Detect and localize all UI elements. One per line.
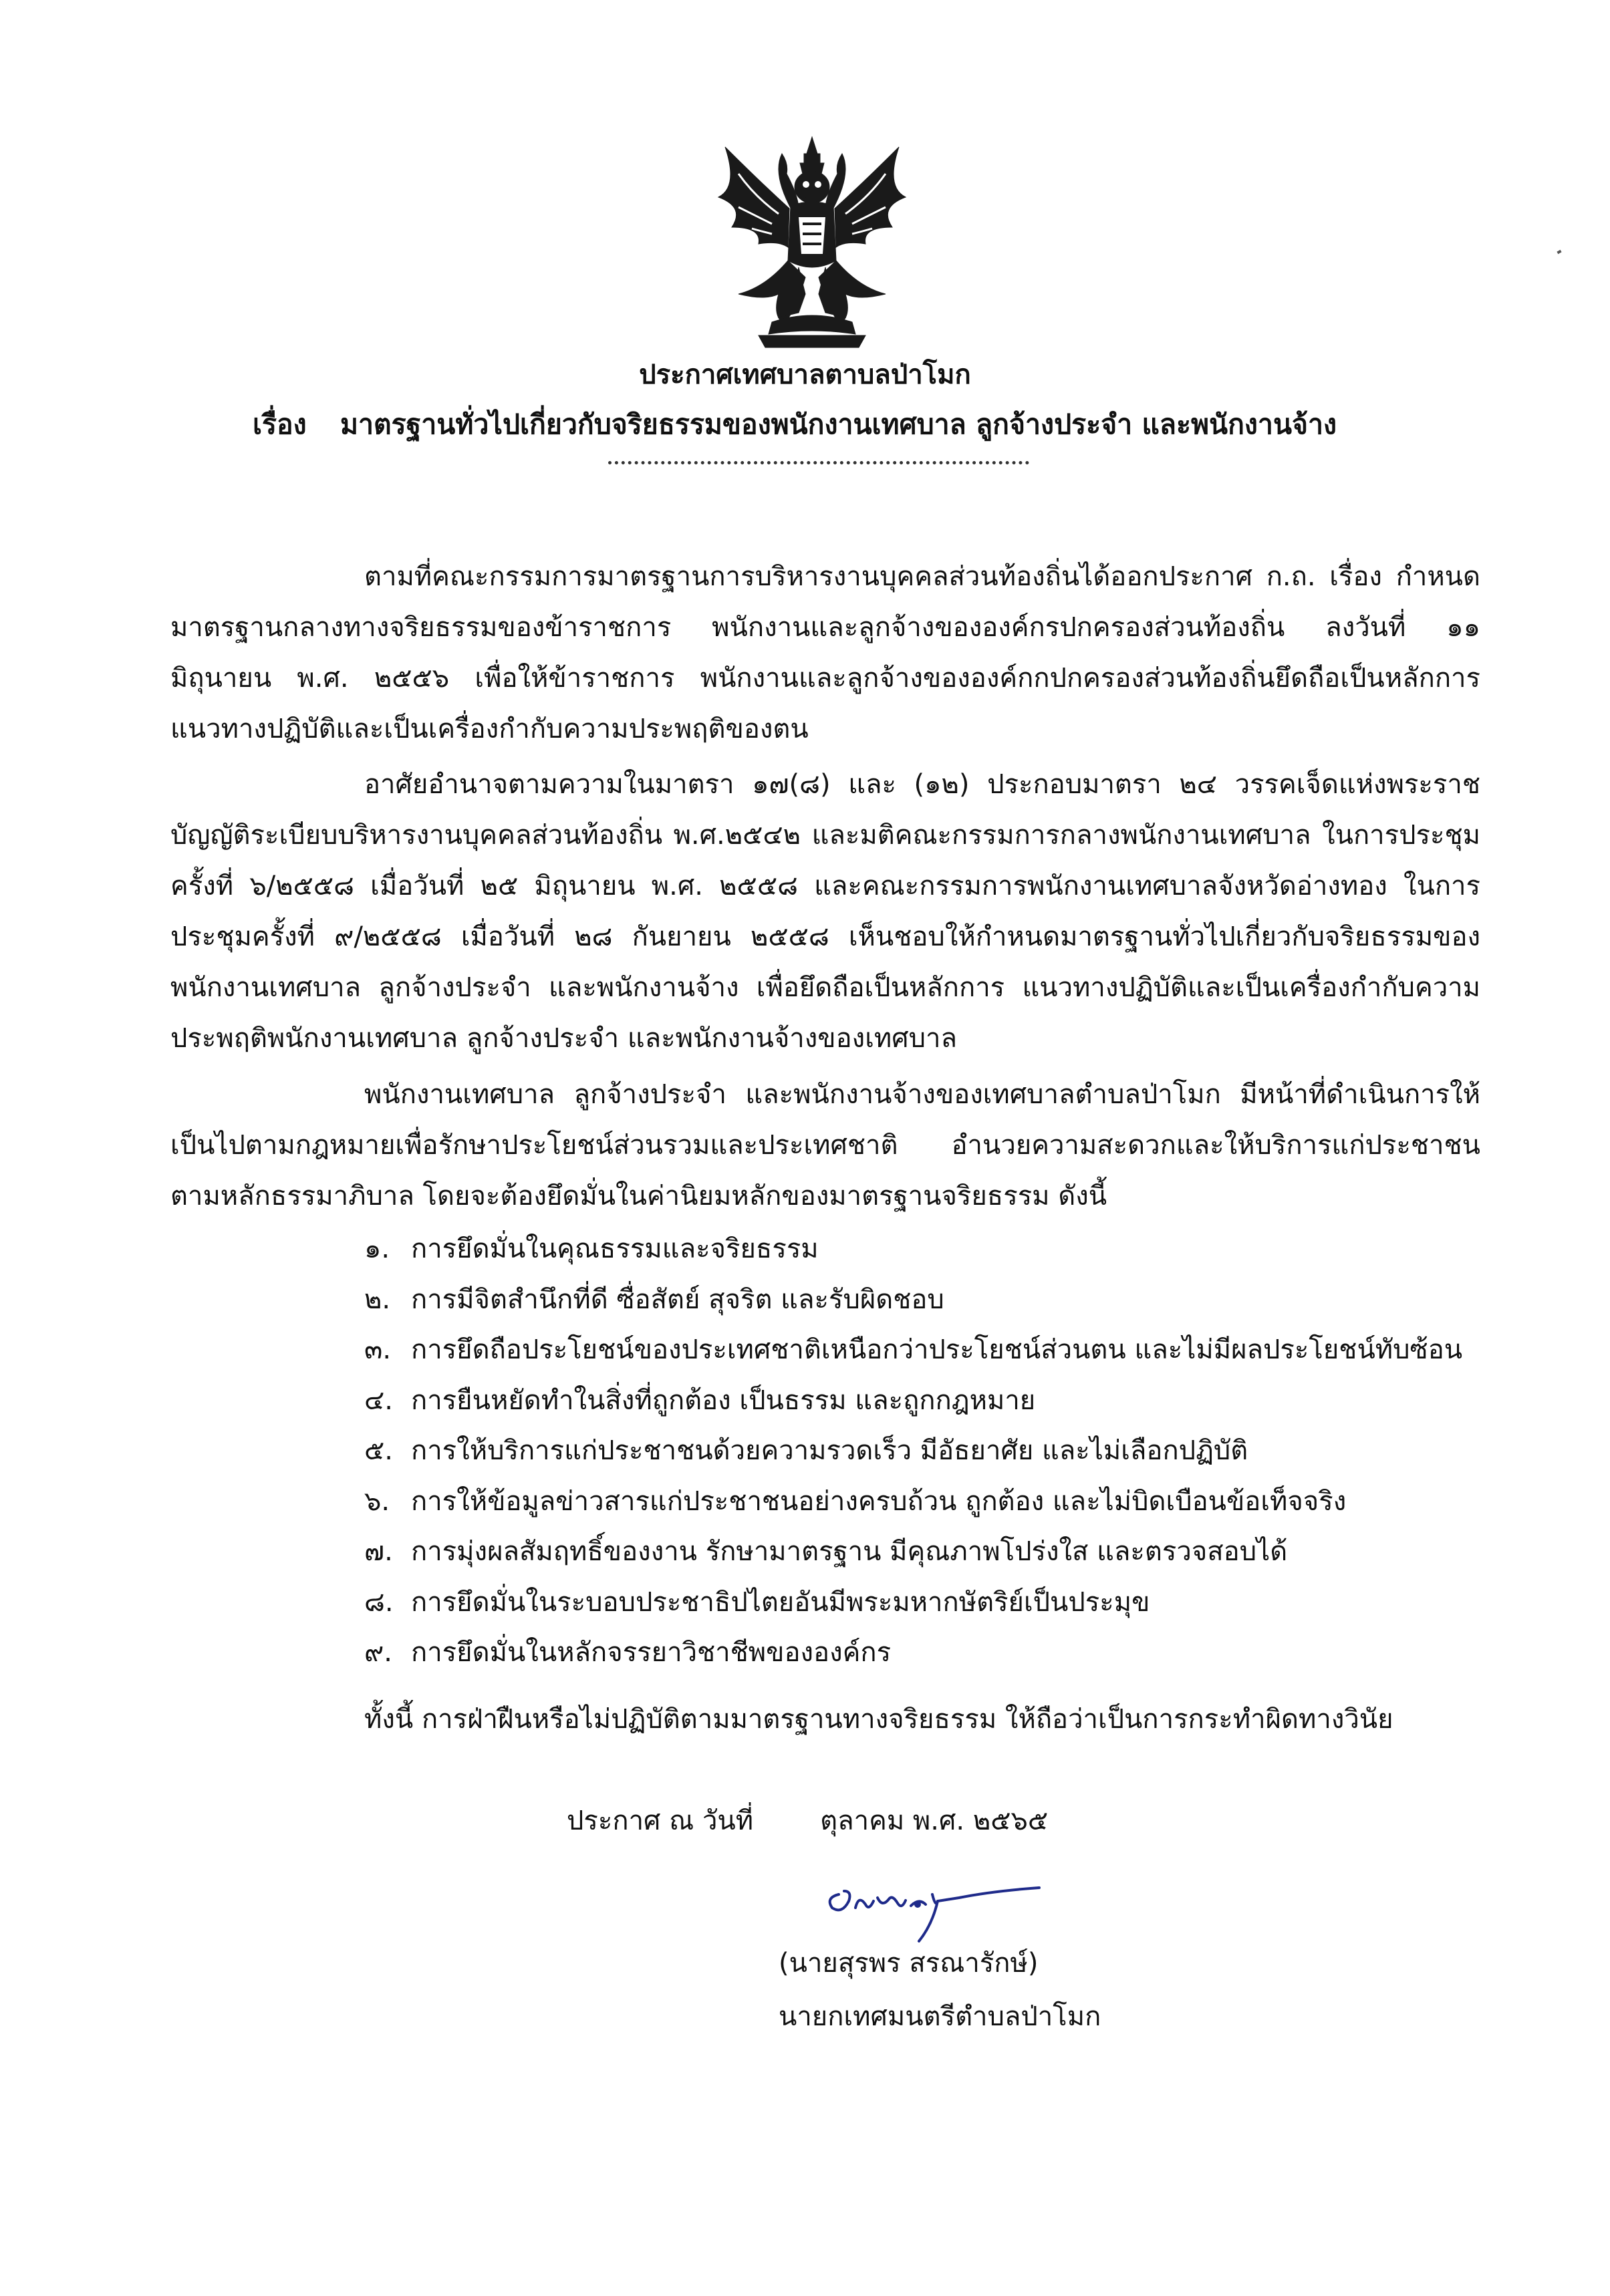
list-item bbox=[364, 1376, 1462, 1427]
list-item-text: การยึดมั่นในหลักจรรยาวิชาชีพขององค์กร bbox=[411, 1637, 892, 1668]
list-item-number: ๓. bbox=[364, 1334, 392, 1365]
list-item-text: การยึดถือประโยชน์ของประเทศชาติเหนือกว่าประโยชน์ส่วนตน และไม่มีผลประโยชน์ทับซ้อน bbox=[411, 1334, 1463, 1365]
subject-label: เรื่อง bbox=[253, 408, 307, 440]
dotted-divider bbox=[608, 461, 1029, 464]
list-item-text: การให้บริการแก่ประชาชนด้วยความรวดเร็ว มีอัธยาศัย และไม่เลือกปฏิบัติ bbox=[411, 1435, 1248, 1466]
subject-line bbox=[253, 403, 1337, 446]
announce-prefix: ประกาศ ณ วันที่ bbox=[567, 1806, 754, 1836]
list-item-number: ๔. bbox=[364, 1385, 393, 1416]
list-item-number: ๑. bbox=[364, 1234, 390, 1264]
scan-speck bbox=[1557, 250, 1561, 254]
signer-position: นายกเทศมนตรีตำบลป่าโมก bbox=[779, 2001, 1101, 2032]
list-item-text: การยึดมั่นในระบอบประชาธิปไตยอันมีพระมหากษัตริย์เป็นประมุข bbox=[411, 1586, 1150, 1618]
paragraph-background: ตามที่คณะกรรมการมาตรฐานการบริหารงานบุคคลส่วนท้องถิ่นได้ออกประกาศ ก.ถ. เรื่อง กำหนดมาตรฐานกลางทางจริยธรรมของข้าราชการ พนักงานและลูกจ้างขององค์กรปกครองส่วนท้องถิ่น ลงวันที่ ๑๑ มิถุนายน พ.ศ. ๒๕๕๖ เพื่อให้ข้าราชการ พนักงานและลูกจ้างขององค์กกปกครองส่วนท้องถิ่นยึดถือเป็นหลักการ แนวทางปฏิบัติและเป็นเครื่องกำกับความประพฤติของตน bbox=[170, 561, 1480, 744]
list-item-text: การให้ข้อมูลข่าวสารแก่ประชาชนอย่างครบถ้วน ถูกต้อง และไม่บิดเบือนข้อเท็จจริง bbox=[411, 1485, 1347, 1517]
list-item bbox=[364, 1477, 1462, 1528]
list-item bbox=[364, 1426, 1462, 1477]
list-item bbox=[364, 1578, 1462, 1628]
announce-date: ตุลาคม พ.ศ. ๒๕๖๕ bbox=[820, 1806, 1049, 1836]
announcement-title: ประกาศเทศบาลตาบลป่าโมก bbox=[639, 360, 971, 390]
list-item-number: ๗. bbox=[364, 1536, 393, 1567]
handwritten-signature bbox=[819, 1871, 1053, 1945]
list-item-number: ๕. bbox=[364, 1435, 393, 1466]
list-item-text: การยืนหยัดทำในสิ่งที่ถูกต้อง เป็นธรรม และถูกกฎหมาย bbox=[411, 1385, 1036, 1416]
list-item-number: ๒. bbox=[364, 1284, 391, 1315]
paragraph-duties: พนักงานเทศบาล ลูกจ้างประจำ และพนักงานจ้างของเทศบาลตำบลป่าโมก มีหน้าที่ดำเนินการให้เป็นไปตามกฎหมายเพื่อรักษาประโยชน์ส่วนรวมและประเทศชาติ อำนวยความสะดวกและให้บริการแก่ประชาชนตามหลักธรรมาภิบาล โดยจะต้องยึดมั่นในค่านิยมหลักของมาตรฐานจริยธรรม ดังนี้ bbox=[170, 1079, 1480, 1211]
list-item-text: การมีจิตสำนึกที่ดี ซื่อสัตย์ สุจริต และรับผิดชอบ bbox=[411, 1284, 944, 1315]
garuda-emblem-icon bbox=[698, 134, 926, 354]
announcement-date-line bbox=[567, 1799, 1048, 1842]
ethics-standards-list bbox=[364, 1224, 1462, 1679]
list-item bbox=[364, 1628, 1462, 1679]
list-item-number: ๖. bbox=[364, 1485, 390, 1517]
list-item bbox=[364, 1275, 1462, 1326]
closing-statement: ทั้งนี้ การฝ่าฝืนหรือไม่ปฏิบัติตามมาตรฐานทางจริยธรรม ให้ถือว่าเป็นการกระทำผิดทางวินัย bbox=[364, 1704, 1393, 1735]
list-item bbox=[364, 1325, 1462, 1376]
subject-text: มาตรฐานทั่วไปเกี่ยวกับจริยธรรมของพนักงานเทศบาล ลูกจ้างประจำ และพนักงานจ้าง bbox=[340, 408, 1337, 440]
list-item-number: ๙. bbox=[364, 1637, 393, 1668]
list-item-text: การยึดมั่นในคุณธรรมและจริยธรรม bbox=[411, 1234, 819, 1264]
list-item-text: การมุ่งผลสัมฤทธิ์ของงาน รักษามาตรฐาน มีคุณภาพโปร่งใส และตรวจสอบได้ bbox=[411, 1536, 1288, 1567]
list-item bbox=[364, 1224, 1462, 1275]
list-item bbox=[364, 1527, 1462, 1578]
signer-name: (นายสุรพร สรณารักษ์) bbox=[779, 1948, 1039, 1979]
list-item-number: ๘. bbox=[364, 1586, 394, 1618]
paragraph-authority: อาศัยอำนาจตามความในมาตรา ๑๗(๘) และ (๑๒) ประกอบมาตรา ๒๔ วรรคเจ็ดแห่งพระราชบัญญัติระเบียบบริหารงานบุคคลส่วนท้องถิ่น พ.ศ.๒๕๔๒ และมติคณะกรรมการกลางพนักงานเทศบาล ในการประชุมครั้งที่ ๖/๒๕๕๘ เมื่อวันที่ ๒๕ มิถุนายน พ.ศ. ๒๕๕๘ และคณะกรรมการพนักงานเทศบาลจังหวัดอ่างทอง ในการประชุมครั้งที่ ๙/๒๕๕๘ เมื่อวันที่ ๒๘ กันยายน ๒๕๕๘ เห็นชอบให้กำหนดมาตรฐานทั่วไปเกี่ยวกับจริยธรรมของพนักงานเทศบาล ลูกจ้างประจำ และพนักงานจ้าง เพื่อยึดถือเป็นหลักการ แนวทางปฏิบัติและเป็นเครื่องกำกับความประพฤติพนักงานเทศบาล ลูกจ้างประจำ และพนักงานจ้างของเทศบาล bbox=[170, 769, 1480, 1054]
